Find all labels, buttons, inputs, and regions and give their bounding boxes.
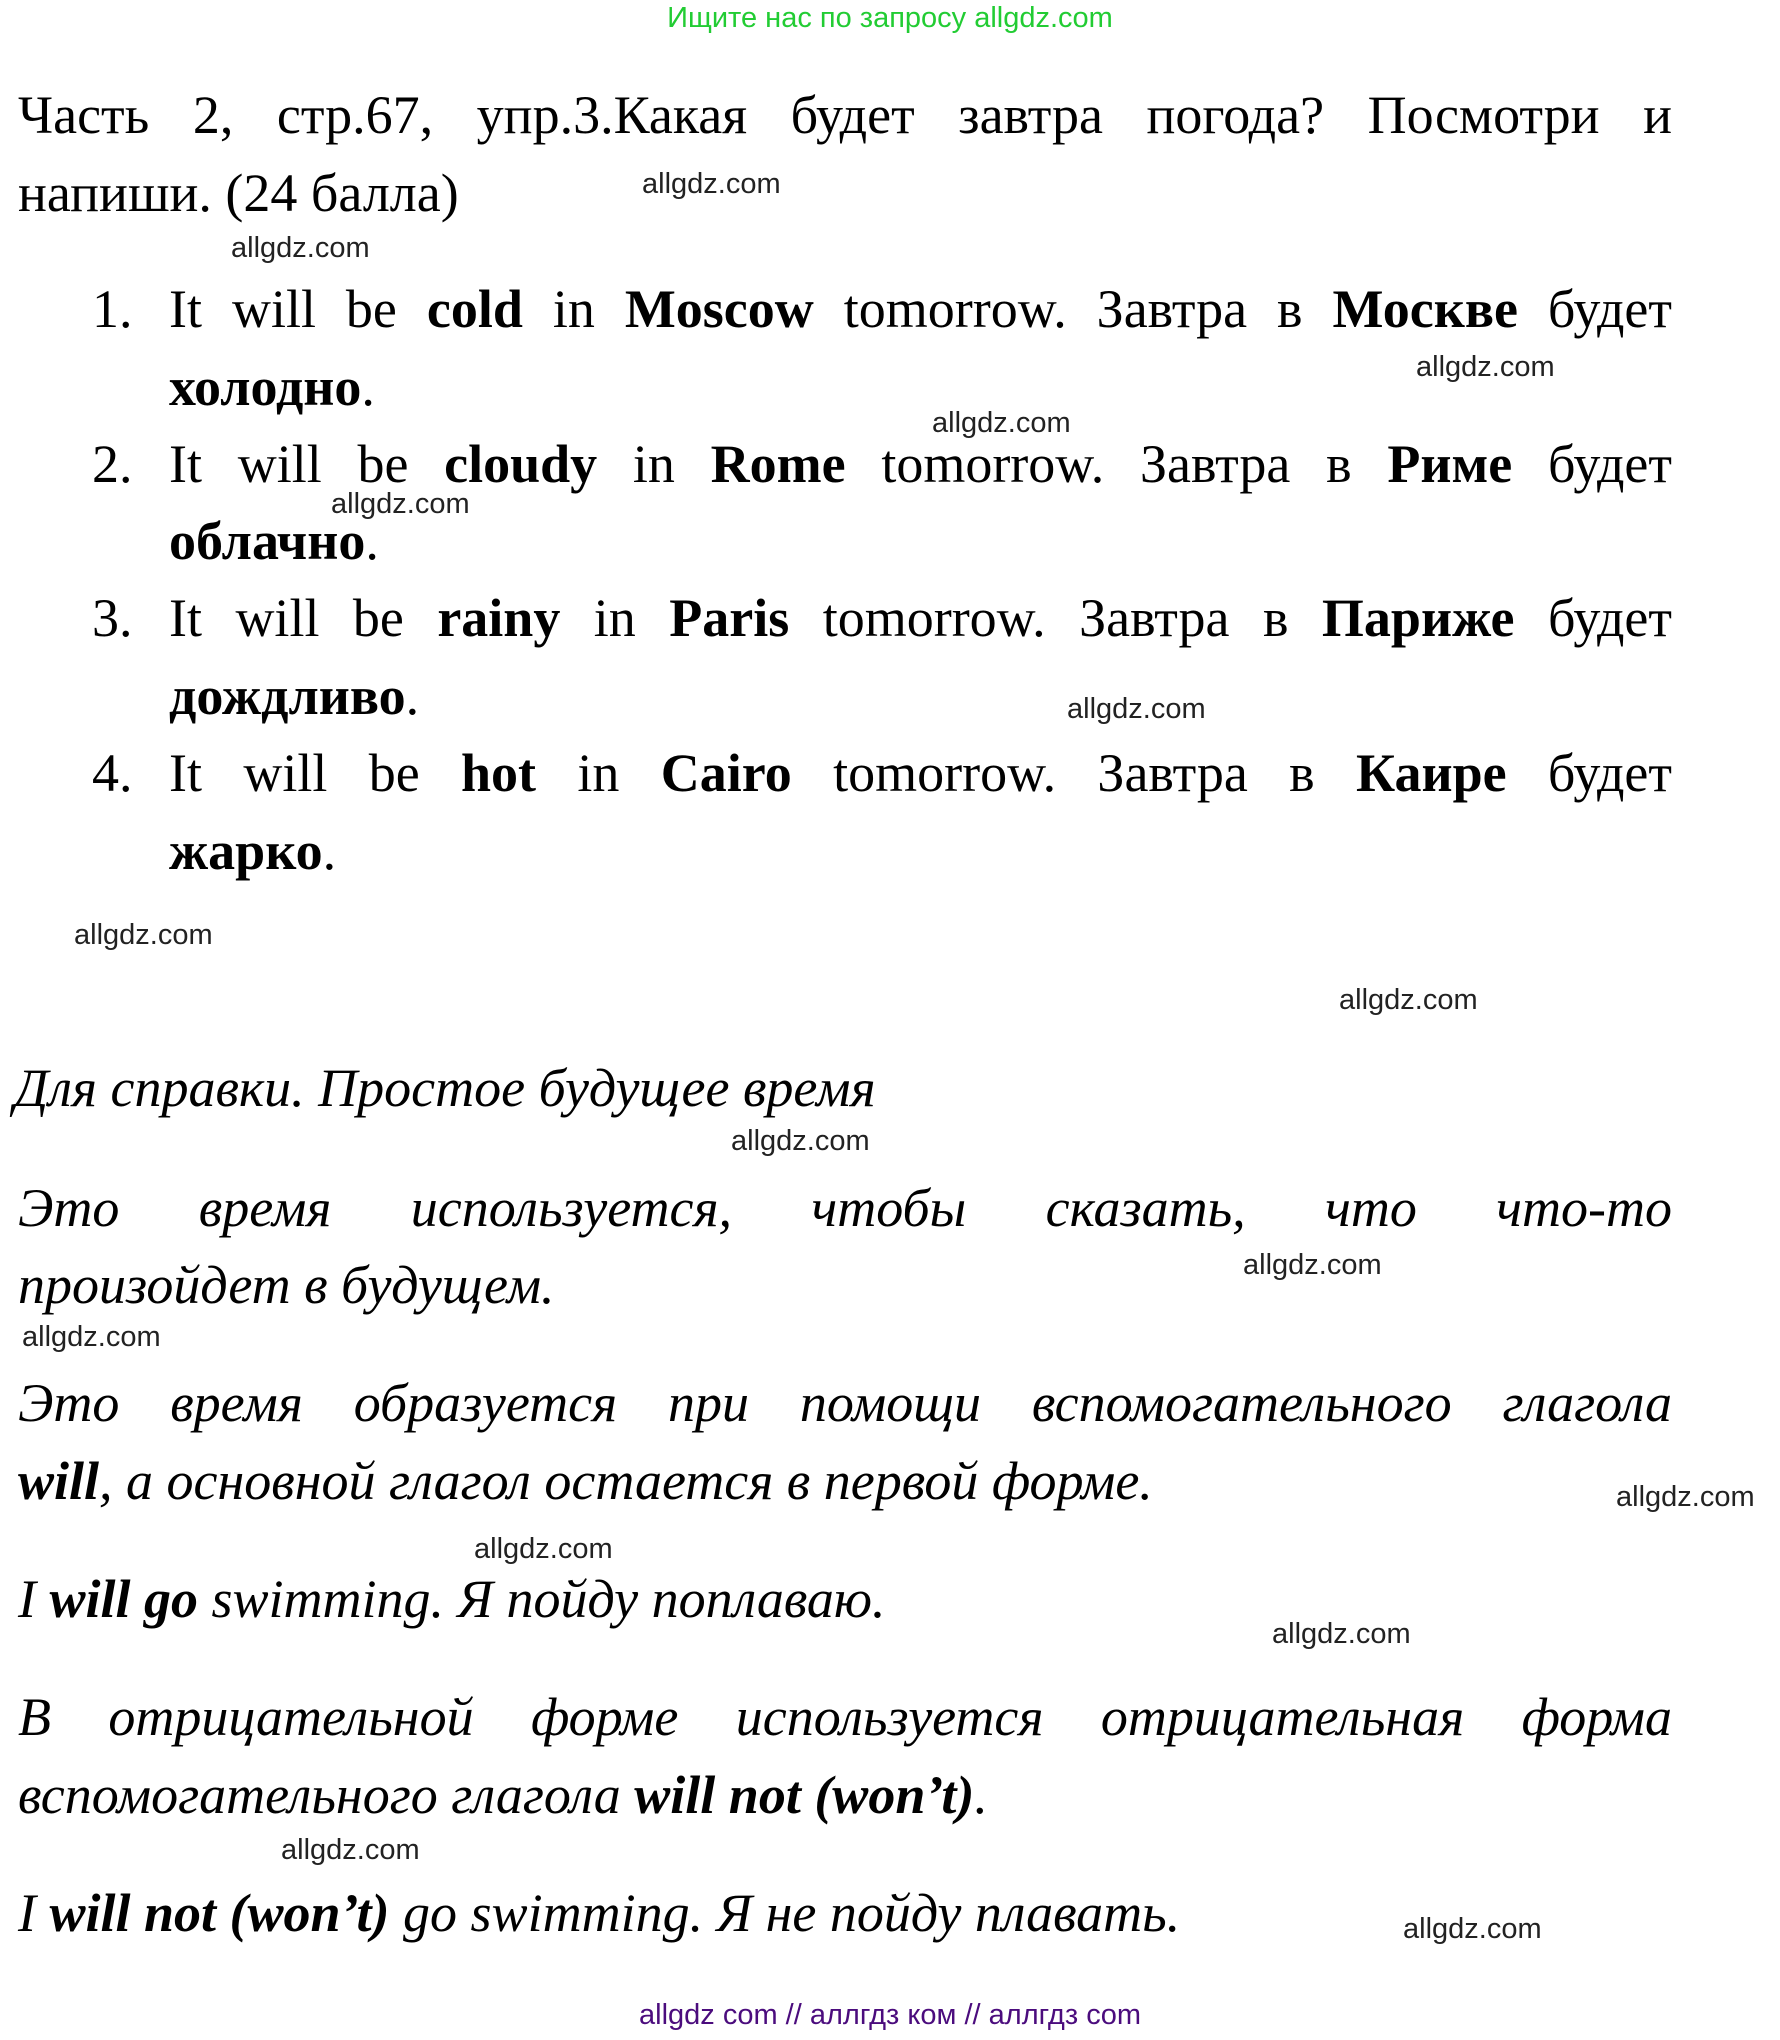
negative-line-1: В отрицательной форме используется отрицательная форма (18, 1687, 1672, 1747)
text: . (361, 357, 375, 417)
text: . (365, 511, 379, 571)
text: It will be (169, 434, 445, 494)
usage-line-1: Это время используется, чтобы сказать, что что-то (18, 1178, 1672, 1238)
weather-word: rainy (437, 588, 561, 648)
watermark: allgdz.com (1243, 1249, 1382, 1281)
answer-sentence (169, 279, 1672, 339)
text: . (405, 666, 420, 726)
city-word-ru: Москве (1332, 279, 1518, 339)
text: будет (1514, 588, 1672, 648)
example-affirmative (18, 1569, 1672, 1629)
city-word: Rome (710, 434, 846, 494)
weather-word-ru: холодно (169, 357, 362, 417)
watermark: allgdz.com (1616, 1481, 1755, 1513)
watermark: allgdz.com (231, 232, 370, 264)
text: tomorrow. Завтра в (845, 434, 1388, 494)
city-word: Paris (669, 588, 790, 648)
site-footer: allgdz com // аллгдз ком // аллгдз com (639, 1999, 1141, 2031)
answer-sentence (169, 743, 1672, 803)
text: будет (1517, 279, 1672, 339)
text: tomorrow. Завтра в (791, 743, 1357, 803)
watermark: allgdz.com (22, 1321, 161, 1353)
text: . (322, 821, 337, 881)
watermark: allgdz.com (1403, 1913, 1542, 1945)
watermark: allgdz.com (281, 1834, 420, 1866)
watermark: allgdz.com (731, 1125, 870, 1157)
text: . (974, 1765, 988, 1825)
text: I (18, 1569, 50, 1629)
watermark: allgdz.com (1416, 351, 1555, 383)
city-word-ru: Каире (1356, 743, 1507, 803)
weather-word-ru: облачно (169, 511, 366, 571)
city-word-ru: Риме (1387, 434, 1513, 494)
watermark: allgdz.com (642, 168, 781, 200)
reference-heading: Для справки. Простое будущее время (14, 1058, 876, 1118)
watermark: allgdz.com (1067, 693, 1206, 725)
keyword-wont: will not (won’t) (49, 1883, 390, 1943)
weather-word: cold (426, 279, 523, 339)
text: I (18, 1883, 50, 1943)
text: in (560, 588, 670, 648)
formation-line-2 (18, 1451, 1672, 1511)
weather-word: hot (461, 743, 537, 803)
search-banner: Ищите нас по запросу allgdz.com (667, 2, 1113, 34)
item-number: 3. (92, 588, 133, 648)
answer-translation-end (169, 821, 1672, 881)
answer-translation-end (169, 666, 1672, 726)
text: tomorrow. Завтра в (789, 588, 1322, 648)
formation-line-1: Это время образуется при помощи вспомогательного глагола (18, 1373, 1672, 1433)
item-number: 1. (92, 279, 133, 339)
city-word-ru: Париже (1321, 588, 1515, 648)
text: in (597, 434, 711, 494)
text: in (522, 279, 625, 339)
city-word: Moscow (624, 279, 814, 339)
text: It will be (169, 743, 462, 803)
city-word: Cairo (660, 743, 792, 803)
keyword-will-not: will not (won’t) (634, 1765, 975, 1825)
weather-word-ru: жарко (169, 821, 323, 881)
text: будет (1512, 434, 1672, 494)
text: It will be (169, 279, 427, 339)
answer-sentence (169, 588, 1672, 648)
watermark: allgdz.com (474, 1533, 613, 1565)
text: go swimming. Я не пойду плавать. (389, 1883, 1181, 1943)
item-number: 2. (92, 434, 133, 494)
text: вспомогательного глагола (18, 1765, 635, 1825)
watermark: allgdz.com (74, 919, 213, 951)
answer-sentence (169, 434, 1672, 494)
watermark: allgdz.com (1339, 984, 1478, 1016)
text: swimming. Я пойду поплаваю. (198, 1569, 886, 1629)
text: It will be (169, 588, 438, 648)
watermark: allgdz.com (331, 488, 470, 520)
weather-word-ru: дождливо (169, 666, 406, 726)
watermark: allgdz.com (932, 407, 1071, 439)
item-number: 4. (92, 743, 133, 803)
weather-word: cloudy (444, 434, 598, 494)
text: будет (1506, 743, 1672, 803)
watermark: allgdz.com (1272, 1618, 1411, 1650)
usage-line-2: произойдет в будущем. (18, 1255, 555, 1315)
exercise-title-line-2: напиши. (24 балла) (18, 163, 459, 223)
text: in (536, 743, 661, 803)
text: tomorrow. Завтра в (813, 279, 1333, 339)
keyword-will-go: will go (49, 1569, 199, 1629)
negative-line-2 (18, 1765, 1672, 1825)
keyword-will: will (18, 1451, 100, 1511)
text: , а основной глагол остается в первой форме. (99, 1451, 1153, 1511)
exercise-title-line-1: Часть 2, стр.67, упр.3.Какая будет завтра погода? Посмотри и (18, 85, 1672, 145)
